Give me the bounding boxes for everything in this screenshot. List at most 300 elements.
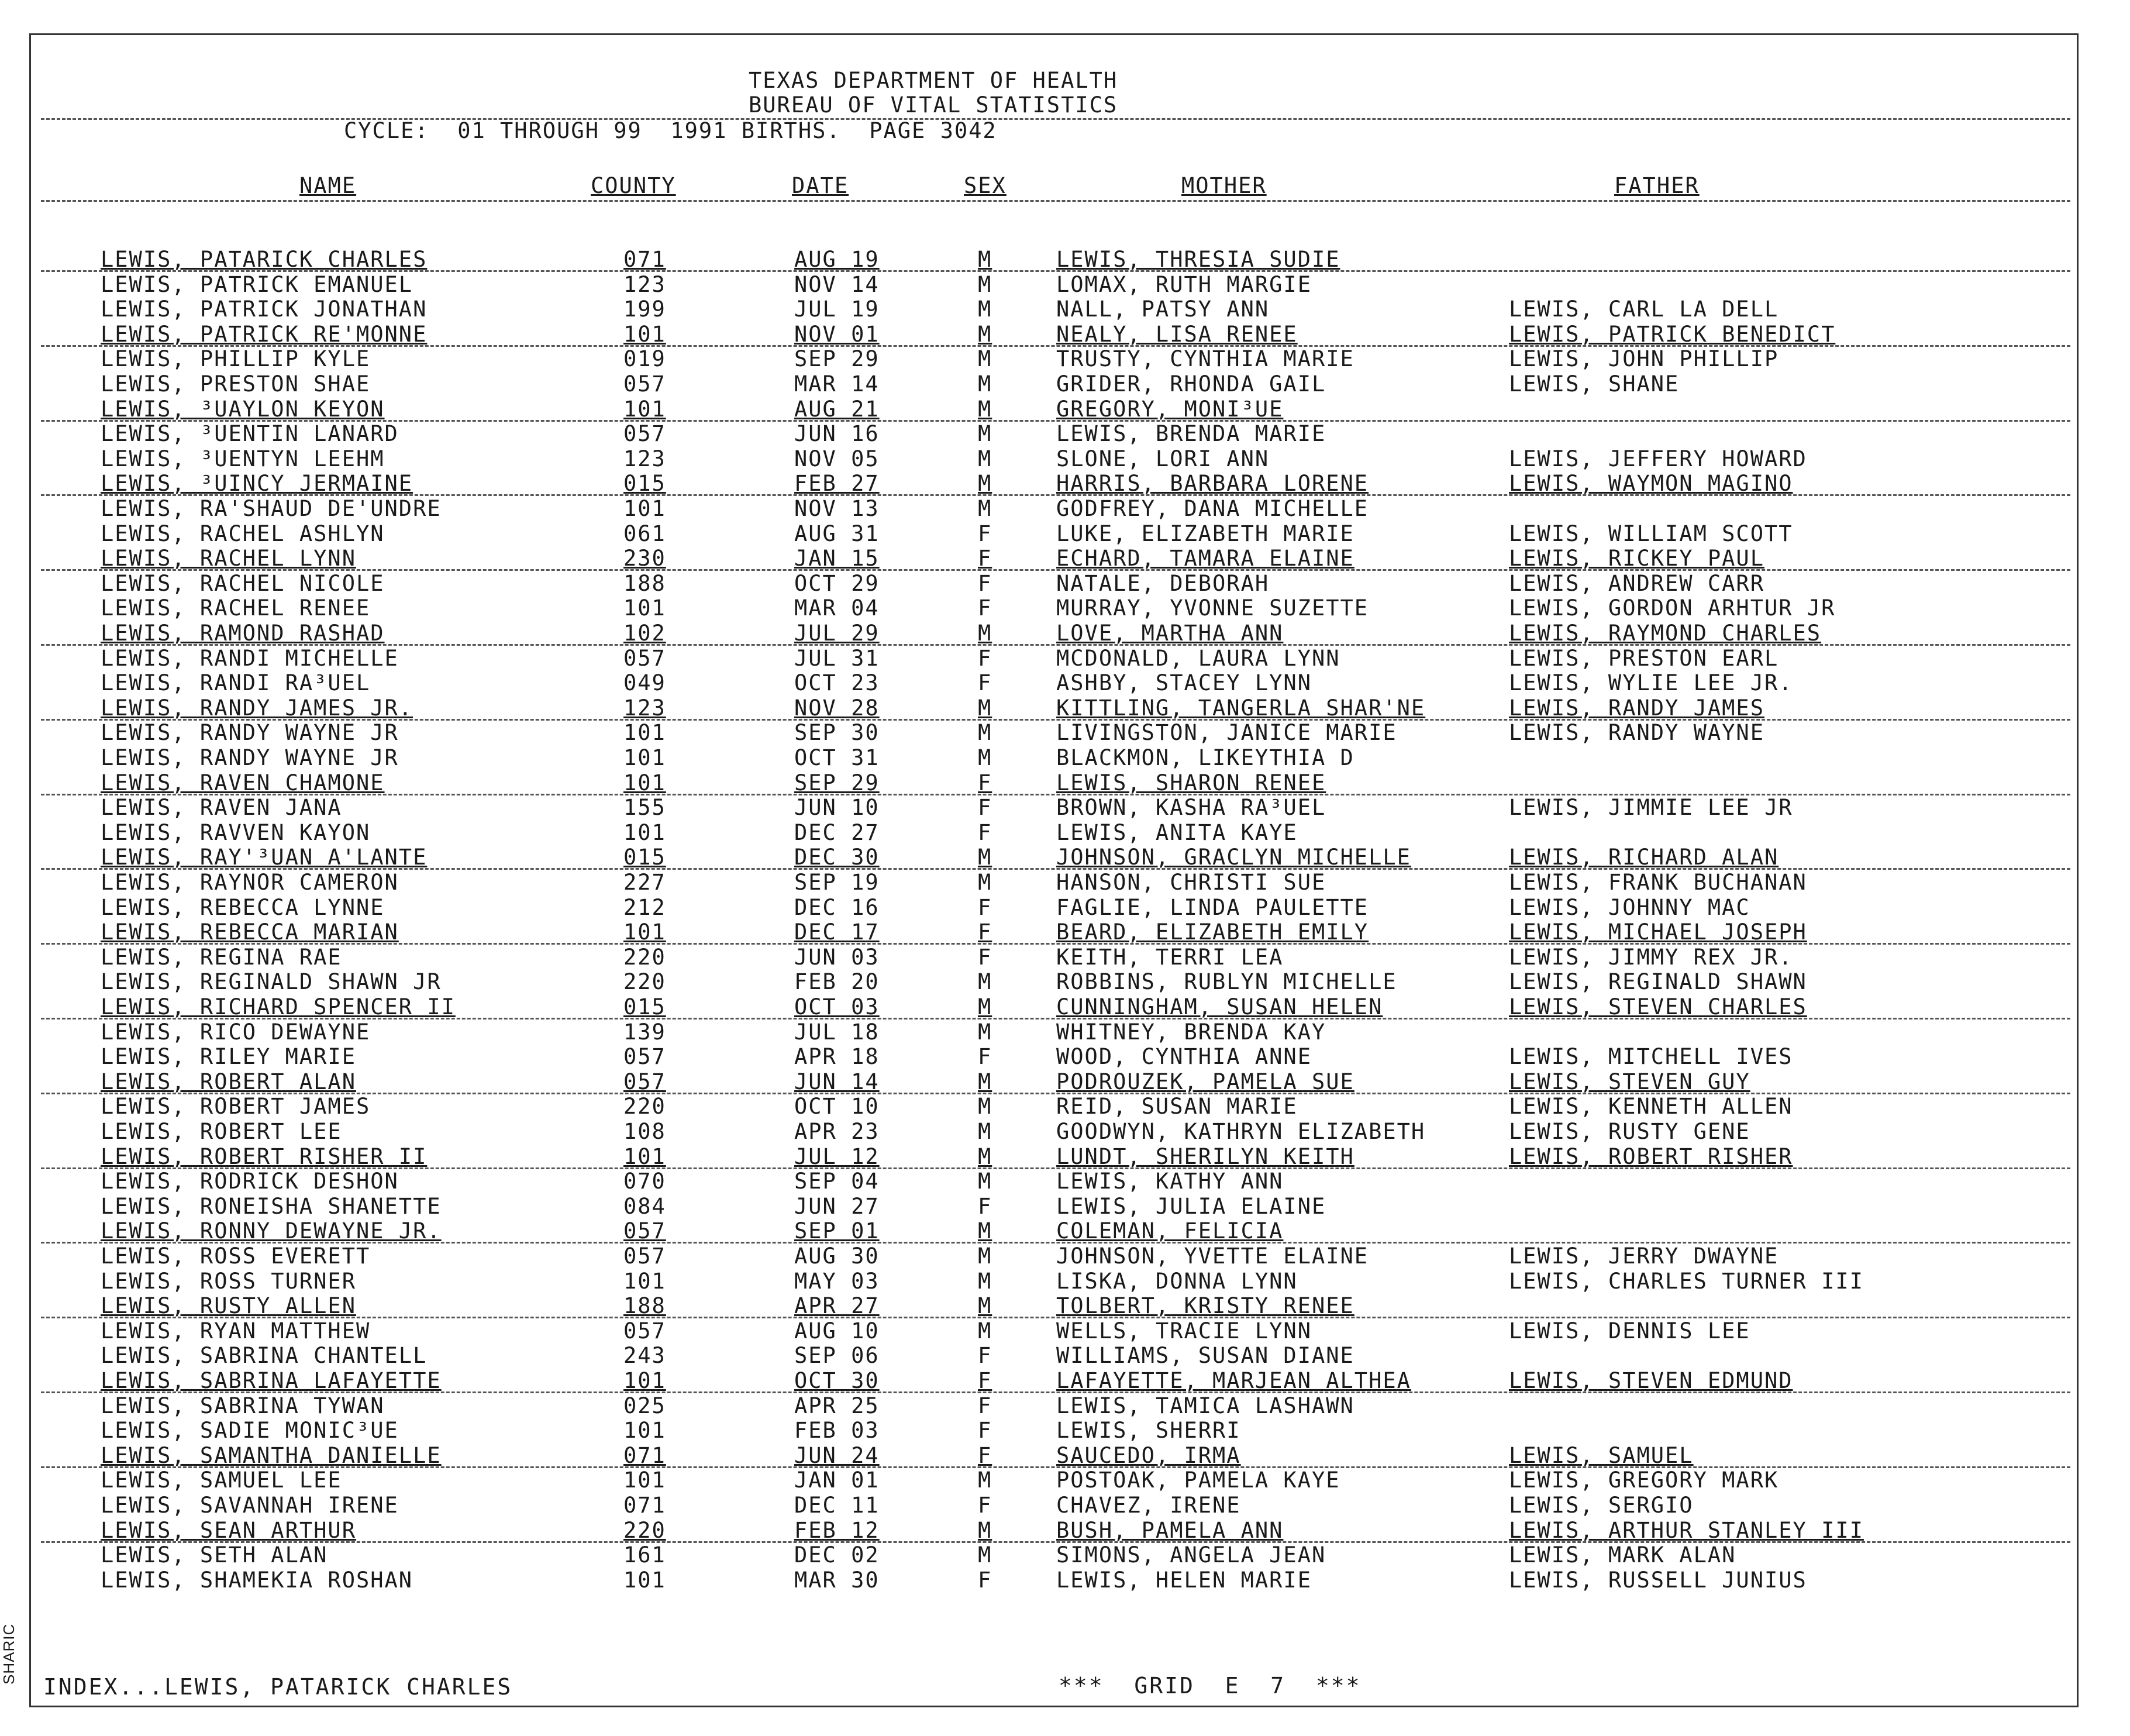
cell-father: LEWIS, RUSTY GENE	[1509, 1119, 1750, 1144]
cell-sex: M	[978, 496, 992, 521]
cell-father: LEWIS, CHARLES TURNER III	[1509, 1269, 1864, 1294]
cell-mother: GRIDER, RHONDA GAIL	[1056, 371, 1326, 397]
cell-mother: MCDONALD, LAURA LYNN	[1056, 646, 1340, 671]
cell-date: JUL 31	[794, 646, 880, 671]
cell-father: LEWIS, JOHNNY MAC	[1509, 895, 1750, 920]
cell-name: LEWIS, RANDY JAMES JR.	[101, 695, 413, 721]
cell-date: SEP 01	[794, 1218, 880, 1244]
cell-county: 101	[623, 1269, 666, 1294]
cell-sex: F	[978, 1044, 992, 1069]
cell-county: 155	[623, 795, 666, 820]
cell-county: 101	[623, 720, 666, 745]
cell-mother: GOODWYN, KATHRYN ELIZABETH	[1056, 1119, 1426, 1144]
cell-county: 057	[623, 1069, 666, 1094]
cell-county: 101	[623, 1418, 666, 1443]
margin-stamp: SHARIC	[0, 1623, 18, 1685]
cell-sex: F	[978, 1493, 992, 1518]
cell-county: 220	[623, 1094, 666, 1119]
cell-county: 243	[623, 1343, 666, 1368]
cell-mother: LEWIS, JULIA ELAINE	[1056, 1194, 1326, 1219]
cell-county: 220	[623, 969, 666, 994]
cell-date: JUL 19	[794, 297, 880, 322]
cell-county: 188	[623, 571, 666, 596]
cell-mother: POSTOAK, PAMELA KAYE	[1056, 1468, 1340, 1493]
cell-county: 139	[623, 1019, 666, 1045]
cell-name: LEWIS, RAYNOR CAMERON	[101, 870, 399, 895]
cell-mother: REID, SUSAN MARIE	[1056, 1094, 1298, 1119]
cell-county: 102	[623, 621, 666, 646]
cell-mother: SAUCEDO, IRMA	[1056, 1443, 1241, 1468]
cell-date: MAR 30	[794, 1568, 880, 1593]
cell-date: JUN 10	[794, 795, 880, 820]
cell-county: 101	[623, 745, 666, 770]
cell-county: 220	[623, 945, 666, 970]
cell-county: 101	[623, 397, 666, 422]
cell-name: LEWIS, ³UENTIN LANARD	[101, 421, 399, 446]
cell-date: NOV 13	[794, 496, 880, 521]
cell-mother: LUNDT, SHERILYN KEITH	[1056, 1144, 1354, 1169]
cell-name: LEWIS, SABRINA LAFAYETTE	[101, 1368, 442, 1393]
cell-name: LEWIS, PATRICK RE'MONNE	[101, 322, 428, 347]
cell-name: LEWIS, RAY'³UAN A'LANTE	[101, 845, 428, 870]
cell-sex: M	[978, 272, 992, 297]
cell-date: DEC 02	[794, 1542, 880, 1568]
cell-county: 057	[623, 1244, 666, 1269]
cell-sex: M	[978, 621, 992, 646]
cell-date: NOV 28	[794, 695, 880, 721]
col-header-date: DATE	[792, 173, 849, 198]
cell-mother: SLONE, LORI ANN	[1056, 446, 1270, 471]
cell-date: DEC 17	[794, 919, 880, 945]
cell-date: APR 25	[794, 1393, 880, 1418]
cell-date: FEB 27	[794, 471, 880, 496]
cell-name: LEWIS, RACHEL NICOLE	[101, 571, 385, 596]
cell-county: 101	[623, 919, 666, 945]
cell-date: DEC 16	[794, 895, 880, 920]
cell-name: LEWIS, REBECCA LYNNE	[101, 895, 385, 920]
cell-county: 220	[623, 1518, 666, 1543]
cell-name: LEWIS, REBECCA MARIAN	[101, 919, 399, 945]
cell-name: LEWIS, ROBERT RISHER II	[101, 1144, 428, 1169]
cell-county: 199	[623, 297, 666, 322]
cell-sex: F	[978, 1568, 992, 1593]
cell-date: JUN 16	[794, 421, 880, 446]
cell-mother: MURRAY, YVONNE SUZETTE	[1056, 595, 1369, 621]
cell-county: 212	[623, 895, 666, 920]
cell-name: LEWIS, SABRINA TYWAN	[101, 1393, 385, 1418]
cell-date: APR 27	[794, 1293, 880, 1318]
col-header-father: FATHER	[1614, 173, 1700, 198]
cell-mother: LAFAYETTE, MARJEAN ALTHEA	[1056, 1368, 1411, 1393]
cell-mother: LUKE, ELIZABETH MARIE	[1056, 521, 1354, 546]
cell-name: LEWIS, SAMUEL LEE	[101, 1468, 342, 1493]
cell-father: LEWIS, JEFFERY HOWARD	[1509, 446, 1807, 471]
cell-sex: M	[978, 1468, 992, 1493]
cell-mother: HANSON, CHRISTI SUE	[1056, 870, 1326, 895]
cell-date: JUL 18	[794, 1019, 880, 1045]
cell-sex: M	[978, 870, 992, 895]
cell-name: LEWIS, SAMANTHA DANIELLE	[101, 1443, 442, 1468]
cell-father: LEWIS, RICHARD ALAN	[1509, 845, 1779, 870]
cell-mother: LOMAX, RUTH MARGIE	[1056, 272, 1312, 297]
bureau-title: BUREAU OF VITAL STATISTICS	[749, 92, 1118, 118]
cell-name: LEWIS, ³UENTYN LEEHM	[101, 446, 385, 471]
cell-date: FEB 12	[794, 1518, 880, 1543]
cell-date: AUG 10	[794, 1318, 880, 1344]
cell-county: 070	[623, 1169, 666, 1194]
cell-date: OCT 23	[794, 670, 880, 695]
cell-name: LEWIS, REGINALD SHAWN JR	[101, 969, 442, 994]
cell-date: JUN 14	[794, 1069, 880, 1094]
cell-mother: JOHNSON, YVETTE ELAINE	[1056, 1244, 1369, 1269]
cell-name: LEWIS, REGINA RAE	[101, 945, 342, 970]
cell-mother: BLACKMON, LIKEYTHIA D	[1056, 745, 1354, 770]
cell-sex: F	[978, 1343, 992, 1368]
cell-mother: GODFREY, DANA MICHELLE	[1056, 496, 1369, 521]
cell-date: FEB 20	[794, 969, 880, 994]
cell-county: 057	[623, 1218, 666, 1244]
cell-mother: CHAVEZ, IRENE	[1056, 1493, 1241, 1518]
cell-county: 015	[623, 471, 666, 496]
cell-county: 230	[623, 546, 666, 571]
cell-county: 188	[623, 1293, 666, 1318]
cell-father: LEWIS, FRANK BUCHANAN	[1509, 870, 1807, 895]
cell-mother: NEALY, LISA RENEE	[1056, 322, 1298, 347]
cell-mother: BROWN, KASHA RA³UEL	[1056, 795, 1326, 820]
cell-father: LEWIS, JIMMY REX JR.	[1509, 945, 1793, 970]
cell-sex: F	[978, 670, 992, 695]
cell-mother: BEARD, ELIZABETH EMILY	[1056, 919, 1369, 945]
cell-mother: PODROUZEK, PAMELA SUE	[1056, 1069, 1354, 1094]
cell-name: LEWIS, SEAN ARTHUR	[101, 1518, 356, 1543]
cell-name: LEWIS, SETH ALAN	[101, 1542, 328, 1568]
cell-name: LEWIS, RANDY WAYNE JR	[101, 745, 399, 770]
cell-county: 049	[623, 670, 666, 695]
cell-county: 025	[623, 1393, 666, 1418]
cell-date: OCT 30	[794, 1368, 880, 1393]
cell-father: LEWIS, GORDON ARHTUR JR	[1509, 595, 1836, 621]
cell-mother: TOLBERT, KRISTY RENEE	[1056, 1293, 1354, 1318]
cell-date: APR 18	[794, 1044, 880, 1069]
cell-date: NOV 01	[794, 322, 880, 347]
cell-date: JUN 27	[794, 1194, 880, 1219]
cell-date: DEC 27	[794, 820, 880, 845]
cell-county: 057	[623, 1318, 666, 1344]
cell-name: LEWIS, PATARICK CHARLES	[101, 247, 428, 272]
cell-date: AUG 21	[794, 397, 880, 422]
cell-sex: M	[978, 695, 992, 721]
cell-father: LEWIS, ANDREW CARR	[1509, 571, 1764, 596]
cell-county: 108	[623, 1119, 666, 1144]
cell-date: SEP 29	[794, 770, 880, 795]
cell-sex: M	[978, 845, 992, 870]
cell-mother: LEWIS, ANITA KAYE	[1056, 820, 1298, 845]
cell-name: LEWIS, RICO DEWAYNE	[101, 1019, 371, 1045]
cell-sex: M	[978, 247, 992, 272]
cell-mother: FAGLIE, LINDA PAULETTE	[1056, 895, 1369, 920]
cell-mother: GREGORY, MONI³UE	[1056, 397, 1284, 422]
cell-name: LEWIS, RANDI RA³UEL	[101, 670, 371, 695]
cell-county: 057	[623, 1044, 666, 1069]
col-header-county: COUNTY	[591, 173, 676, 198]
cell-name: LEWIS, PATRICK JONATHAN	[101, 297, 428, 322]
cell-name: LEWIS, SHAMEKIA ROSHAN	[101, 1568, 413, 1593]
cell-sex: M	[978, 1244, 992, 1269]
cell-date: SEP 30	[794, 720, 880, 745]
cell-county: 084	[623, 1194, 666, 1219]
cell-date: OCT 29	[794, 571, 880, 596]
cell-date: JUN 24	[794, 1443, 880, 1468]
cell-date: JUL 12	[794, 1144, 880, 1169]
cell-sex: F	[978, 546, 992, 571]
cell-county: 057	[623, 371, 666, 397]
cell-date: JAN 01	[794, 1468, 880, 1493]
cell-date: OCT 03	[794, 994, 880, 1019]
cell-mother: WELLS, TRACIE LYNN	[1056, 1318, 1312, 1344]
cell-sex: M	[978, 322, 992, 347]
row-separator-rule	[41, 1541, 2070, 1543]
cell-county: 101	[623, 820, 666, 845]
cell-name: LEWIS, RICHARD SPENCER II	[101, 994, 456, 1019]
cell-sex: F	[978, 895, 992, 920]
cell-name: LEWIS, ROBERT JAMES	[101, 1094, 371, 1119]
cell-sex: M	[978, 1518, 992, 1543]
cell-father: LEWIS, MARK ALAN	[1509, 1542, 1736, 1568]
cell-name: LEWIS, RANDI MICHELLE	[101, 646, 399, 671]
cell-date: AUG 30	[794, 1244, 880, 1269]
cycle-line: CYCLE: 01 THROUGH 99 1991 BIRTHS. PAGE 3042	[344, 118, 997, 143]
cell-father: LEWIS, MICHAEL JOSEPH	[1509, 919, 1807, 945]
cell-county: 101	[623, 1144, 666, 1169]
cell-sex: M	[978, 994, 992, 1019]
cell-county: 227	[623, 870, 666, 895]
cell-name: LEWIS, SAVANNAH IRENE	[101, 1493, 399, 1518]
cell-name: LEWIS, RONNY DEWAYNE JR.	[101, 1218, 442, 1244]
cell-date: JUL 29	[794, 621, 880, 646]
cell-sex: F	[978, 795, 992, 820]
cell-sex: M	[978, 1119, 992, 1144]
cell-sex: M	[978, 1269, 992, 1294]
cell-father: LEWIS, RANDY JAMES	[1509, 695, 1764, 721]
cell-mother: JOHNSON, GRACLYN MICHELLE	[1056, 845, 1411, 870]
cell-mother: NATALE, DEBORAH	[1056, 571, 1270, 596]
cell-name: LEWIS, RAVVEN KAYON	[101, 820, 371, 845]
cell-date: MAR 14	[794, 371, 880, 397]
cell-county: 123	[623, 446, 666, 471]
cell-county: 061	[623, 521, 666, 546]
cell-mother: BUSH, PAMELA ANN	[1056, 1518, 1284, 1543]
cell-name: LEWIS, ROBERT ALAN	[101, 1069, 356, 1094]
cell-date: NOV 05	[794, 446, 880, 471]
cell-sex: M	[978, 421, 992, 446]
cell-mother: LEWIS, SHARON RENEE	[1056, 770, 1326, 795]
cell-date: MAR 04	[794, 595, 880, 621]
cell-mother: LEWIS, HELEN MARIE	[1056, 1568, 1312, 1593]
cell-county: 057	[623, 421, 666, 446]
cell-county: 057	[623, 646, 666, 671]
cell-father: LEWIS, JERRY DWAYNE	[1509, 1244, 1779, 1269]
cell-county: 161	[623, 1542, 666, 1568]
cell-county: 015	[623, 994, 666, 1019]
cell-date: OCT 10	[794, 1094, 880, 1119]
cell-sex: F	[978, 571, 992, 596]
cell-mother: WHITNEY, BRENDA KAY	[1056, 1019, 1326, 1045]
cell-father: LEWIS, PATRICK BENEDICT	[1509, 322, 1836, 347]
cell-father: LEWIS, CARL LA DELL	[1509, 297, 1779, 322]
cell-sex: M	[978, 1094, 992, 1119]
cell-sex: M	[978, 471, 992, 496]
cell-sex: M	[978, 1069, 992, 1094]
cell-mother: LOVE, MARTHA ANN	[1056, 621, 1284, 646]
cell-name: LEWIS, SABRINA CHANTELL	[101, 1343, 428, 1368]
cell-name: LEWIS, ³UINCY JERMAINE	[101, 471, 413, 496]
cell-county: 101	[623, 1568, 666, 1593]
cell-mother: WILLIAMS, SUSAN DIANE	[1056, 1343, 1354, 1368]
cell-county: 101	[623, 1468, 666, 1493]
cell-county: 123	[623, 695, 666, 721]
cell-sex: M	[978, 1318, 992, 1344]
cell-mother: CUNNINGHAM, SUSAN HELEN	[1056, 994, 1383, 1019]
cell-sex: M	[978, 720, 992, 745]
header-rule	[41, 118, 2070, 120]
cell-name: LEWIS, PRESTON SHAE	[101, 371, 371, 397]
cell-sex: F	[978, 1418, 992, 1443]
cell-sex: F	[978, 1368, 992, 1393]
cell-mother: LEWIS, TAMICA LASHAWN	[1056, 1393, 1354, 1418]
cell-father: LEWIS, STEVEN CHARLES	[1509, 994, 1807, 1019]
cell-father: LEWIS, STEVEN GUY	[1509, 1069, 1750, 1094]
cell-father: LEWIS, REGINALD SHAWN	[1509, 969, 1807, 994]
cell-name: LEWIS, RONEISHA SHANETTE	[101, 1194, 442, 1219]
cell-county: 101	[623, 1368, 666, 1393]
cell-father: LEWIS, JIMMIE LEE JR	[1509, 795, 1793, 820]
cell-father: LEWIS, SAMUEL	[1509, 1443, 1694, 1468]
cell-county: 101	[623, 322, 666, 347]
cell-date: OCT 31	[794, 745, 880, 770]
cell-date: SEP 06	[794, 1343, 880, 1368]
cell-father: LEWIS, DENNIS LEE	[1509, 1318, 1750, 1344]
cell-sex: M	[978, 1169, 992, 1194]
cell-name: LEWIS, RA'SHAUD DE'UNDRE	[101, 496, 442, 521]
cell-father: LEWIS, RAYMOND CHARLES	[1509, 621, 1822, 646]
cell-name: LEWIS, ROBERT LEE	[101, 1119, 342, 1144]
cell-date: FEB 03	[794, 1418, 880, 1443]
cell-sex: M	[978, 371, 992, 397]
cell-sex: M	[978, 1144, 992, 1169]
cell-name: LEWIS, RACHEL ASHLYN	[101, 521, 385, 546]
cell-mother: ASHBY, STACEY LYNN	[1056, 670, 1312, 695]
cell-mother: KEITH, TERRI LEA	[1056, 945, 1284, 970]
cell-sex: F	[978, 521, 992, 546]
cell-mother: LEWIS, THRESIA SUDIE	[1056, 247, 1340, 272]
cell-father: LEWIS, KENNETH ALLEN	[1509, 1094, 1793, 1119]
cell-mother: HARRIS, BARBARA LORENE	[1056, 471, 1369, 496]
cell-sex: M	[978, 397, 992, 422]
cell-county: 071	[623, 247, 666, 272]
cell-name: LEWIS, RUSTY ALLEN	[101, 1293, 356, 1318]
cell-sex: F	[978, 1443, 992, 1468]
cell-sex: F	[978, 945, 992, 970]
cell-date: DEC 11	[794, 1493, 880, 1518]
cell-name: LEWIS, PHILLIP KYLE	[101, 346, 371, 371]
cell-father: LEWIS, JOHN PHILLIP	[1509, 346, 1779, 371]
cell-sex: F	[978, 595, 992, 621]
cell-date: NOV 14	[794, 272, 880, 297]
cell-mother: TRUSTY, CYNTHIA MARIE	[1056, 346, 1354, 371]
cell-date: SEP 19	[794, 870, 880, 895]
cell-name: LEWIS, SADIE MONIC³UE	[101, 1418, 399, 1443]
agency-title: TEXAS DEPARTMENT OF HEALTH	[749, 68, 1118, 93]
cell-father: LEWIS, RANDY WAYNE	[1509, 720, 1764, 745]
cell-mother: LEWIS, SHERRI	[1056, 1418, 1241, 1443]
cell-name: LEWIS, ³UAYLON KEYON	[101, 397, 385, 422]
cell-name: LEWIS, RODRICK DESHON	[101, 1169, 399, 1194]
cell-mother: KITTLING, TANGERLA SHAR'NE	[1056, 695, 1426, 721]
cell-sex: M	[978, 1293, 992, 1318]
cell-name: LEWIS, ROSS EVERETT	[101, 1244, 371, 1269]
index-label: INDEX...LEWIS, PATARICK CHARLES	[43, 1674, 513, 1700]
cell-sex: F	[978, 820, 992, 845]
cell-date: JUN 03	[794, 945, 880, 970]
cell-name: LEWIS, RAMOND RASHAD	[101, 621, 385, 646]
cell-mother: LISKA, DONNA LYNN	[1056, 1269, 1298, 1294]
cell-sex: M	[978, 1542, 992, 1568]
cell-sex: M	[978, 297, 992, 322]
cell-name: LEWIS, RACHEL RENEE	[101, 595, 371, 621]
cell-date: DEC 30	[794, 845, 880, 870]
cell-father: LEWIS, WILLIAM SCOTT	[1509, 521, 1793, 546]
cell-name: LEWIS, PATRICK EMANUEL	[101, 272, 413, 297]
cell-name: LEWIS, ROSS TURNER	[101, 1269, 356, 1294]
cell-mother: ECHARD, TAMARA ELAINE	[1056, 546, 1354, 571]
col-header-mother: MOTHER	[1181, 173, 1267, 198]
cell-county: 123	[623, 272, 666, 297]
cell-mother: LEWIS, BRENDA MARIE	[1056, 421, 1326, 446]
cell-date: APR 23	[794, 1119, 880, 1144]
cell-sex: F	[978, 646, 992, 671]
cell-name: LEWIS, RACHEL LYNN	[101, 546, 356, 571]
cell-mother: COLEMAN, FELICIA	[1056, 1218, 1284, 1244]
cell-name: LEWIS, RILEY MARIE	[101, 1044, 356, 1069]
cell-father: LEWIS, WAYMON MAGINO	[1509, 471, 1793, 496]
cell-father: LEWIS, RICKEY PAUL	[1509, 546, 1764, 571]
cell-county: 071	[623, 1443, 666, 1468]
cell-mother: ROBBINS, RUBLYN MICHELLE	[1056, 969, 1397, 994]
cell-sex: M	[978, 1218, 992, 1244]
cell-father: LEWIS, ROBERT RISHER	[1509, 1144, 1793, 1169]
cell-father: LEWIS, SERGIO	[1509, 1493, 1694, 1518]
cell-sex: F	[978, 1194, 992, 1219]
cell-sex: F	[978, 770, 992, 795]
cell-sex: F	[978, 1393, 992, 1418]
cell-county: 101	[623, 770, 666, 795]
cell-sex: M	[978, 346, 992, 371]
cell-name: LEWIS, RYAN MATTHEW	[101, 1318, 371, 1344]
cell-father: LEWIS, STEVEN EDMUND	[1509, 1368, 1793, 1393]
cell-county: 015	[623, 845, 666, 870]
cell-date: JAN 15	[794, 546, 880, 571]
cell-mother: NALL, PATSY ANN	[1056, 297, 1270, 322]
cell-mother: SIMONS, ANGELA JEAN	[1056, 1542, 1326, 1568]
cell-date: AUG 31	[794, 521, 880, 546]
col-header-sex: SEX	[964, 173, 1007, 198]
cell-father: LEWIS, WYLIE LEE JR.	[1509, 670, 1793, 695]
col-header-name: NAME	[299, 173, 357, 198]
cell-mother: LIVINGSTON, JANICE MARIE	[1056, 720, 1397, 745]
cell-date: AUG 19	[794, 247, 880, 272]
cell-father: LEWIS, SHANE	[1509, 371, 1680, 397]
cell-father: LEWIS, RUSSELL JUNIUS	[1509, 1568, 1807, 1593]
